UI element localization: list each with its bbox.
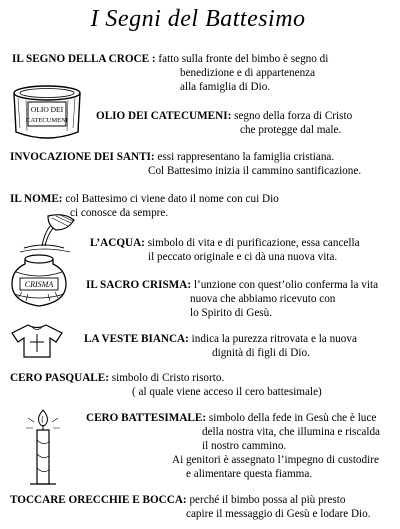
orecchie-line-1 [10,494,345,507]
battesimale-heading: CERO BATTESIMALE: [86,412,207,424]
santi-heading: INVOCAZIONE DEI SANTI: [10,151,155,163]
white-garment-icon [10,322,64,360]
page-title: I Segni del Battesimo [90,6,306,32]
nome-line-1 [10,193,279,206]
chrism-jar-label: CRISMA [24,280,54,289]
veste-text-2: dignità di figli di Dio. [212,347,310,359]
crisma-line-1 [86,279,378,292]
olio-text-1: segno della forza di Cristo [234,110,353,122]
orecchie-text-1: perché il bimbo possa al più presto [189,494,346,506]
olio-heading: OLIO DEI CATECUMENI: [96,110,232,122]
acqua-text-1: simbolo di vita e di purificazione, essa cancella [147,237,360,249]
pasquale-text-2: ( al quale viene acceso il cero battesimale) [132,386,322,398]
acqua-line-1 [90,237,360,250]
croce-text-3: alla famiglia di Dio. [180,81,271,93]
battesimale-text-4: Ai genitori è assegnato l’impegno di custodire [172,454,379,466]
crisma-text-3: lo Spirito di Gesù. [190,307,273,319]
acqua-text-2: il peccato originale e ci dà una nuova vita. [148,251,338,263]
oil-jar-icon [8,84,86,142]
veste-text-1: indica la purezza ritrovata e la nuova [191,333,357,345]
pasquale-line-1 [10,372,224,385]
battesimale-line-1 [86,412,376,425]
crisma-text-2: nuova che abbiamo ricevuto con [190,293,336,305]
santi-text-2: Col Battesimo inizia il cammino santificazione. [148,165,362,177]
crisma-text-1: l’unzione con quest’olio conferma la vita [193,279,379,291]
pasquale-heading: CERO PASQUALE: [10,372,109,384]
santi-text-1: essi rappresentano la famiglia cristiana. [157,151,335,163]
pasquale-text-1: simbolo di Cristo risorto. [111,372,225,384]
nome-text-2: ci conosce da sempre. [70,207,169,219]
battesimale-text-3: il nostro cammino. [202,440,287,452]
battesimale-text-1: simbolo della fede in Gesù che è luce [208,412,377,424]
oil-jar-label-2: CATECUMENI [26,117,68,124]
candle-icon [22,408,64,488]
oil-jar-label-1: OLIO DEI [30,105,64,114]
battesimale-text-5: e alimentare questa fiamma. [186,468,313,480]
orecchie-text-2: capire il messaggio di Gesù e lodare Dio. [186,508,371,520]
battesimale-text-2: della nostra vita, che illumina e riscalda [202,426,381,438]
crisma-heading: IL SACRO CRISMA: [86,279,192,291]
nome-heading: IL NOME: [10,193,63,205]
croce-text-1: fatto sulla fronte del bimbo è segno di [158,53,329,65]
croce-line-1 [12,53,328,66]
orecchie-heading: TOCCARE ORECCHIE E BOCCA: [10,494,187,506]
veste-line-1 [84,333,357,346]
croce-text-2: benedizione e di appartenenza [180,67,316,79]
olio-line-1 [96,110,352,123]
veste-heading: LA VESTE BIANCA: [84,333,189,345]
croce-heading: IL SEGNO DELLA CROCE : [12,53,156,65]
chrism-jar-icon [8,252,70,310]
nome-text-1: col Battesimo ci viene dato il nome con cui Dio [65,193,279,205]
santi-line-1 [10,151,334,164]
olio-text-2: che protegge dal male. [240,124,342,136]
water-pouring-icon [18,212,80,256]
acqua-heading: L’ACQUA: [90,237,145,249]
